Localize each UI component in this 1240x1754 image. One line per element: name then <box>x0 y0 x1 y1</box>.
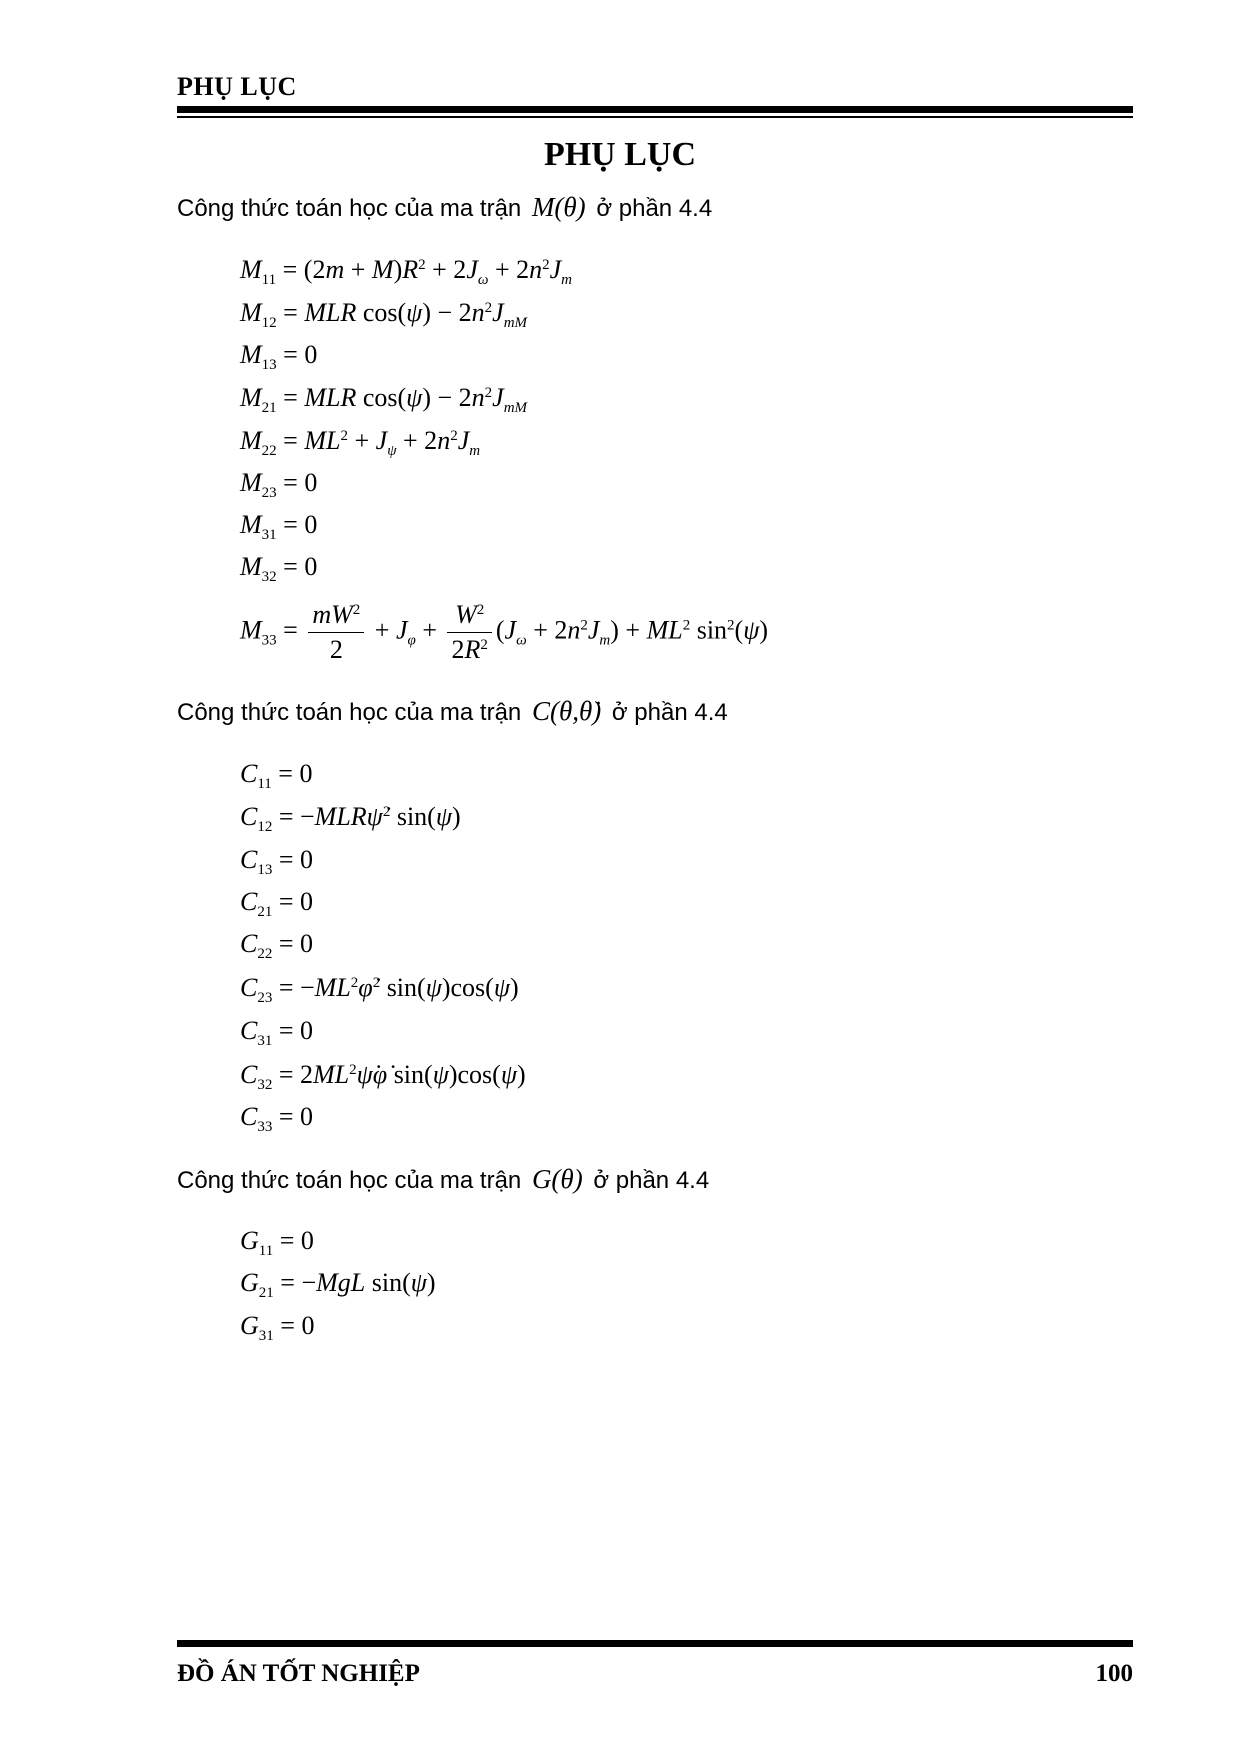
page-number: 100 <box>1095 1660 1133 1687</box>
intro-math: M(θ) <box>531 192 586 222</box>
equation-g11: $G_{11} = 0$ <box>240 1226 314 1259</box>
intro-suffix: ở phần 4.4 <box>611 699 728 726</box>
intro-suffix: ở phần 4.4 <box>593 1167 710 1194</box>
section-intro-m <box>177 192 712 223</box>
intro-math: C(θ,θ̇) <box>531 696 602 726</box>
intro-suffix: ở phần 4.4 <box>596 195 713 222</box>
section-intro-g <box>177 1164 709 1195</box>
equation-m21: $M_{21}$ = MLR $\cos(\psi) - 2n^2J_{mM}$ <box>240 383 528 416</box>
equation-c22: $C_{22} = 0$ <box>240 929 314 962</box>
intro-text: Công thức toán học của ma trận <box>177 195 522 222</box>
footer-rule-thick <box>177 1640 1133 1647</box>
equation-c21: $C_{21} = 0$ <box>240 887 314 920</box>
equation-m12: $M_{12}$ = MLR $\cos(\psi) - 2n^2J_{mM}$ <box>240 298 528 331</box>
equation-c11: $C_{11} = 0$ <box>240 759 313 792</box>
header-rule-thin <box>177 116 1133 118</box>
equation-m23: $M_{23} = 0$ <box>240 468 318 501</box>
equation-g31: $G_{31} = 0$ <box>240 1311 315 1344</box>
footer-title: ĐỒ ÁN TỐT NGHIỆP <box>177 1660 420 1687</box>
equation-c13: $C_{13} = 0$ <box>240 845 314 878</box>
header-rule-thick <box>177 106 1133 113</box>
equation-c33: $C_{33} = 0$ <box>240 1102 314 1135</box>
equation-m22: $M_{22} = ML^2 + J_\psi + 2n^2J_m$ <box>240 426 481 459</box>
section-intro-c <box>177 696 728 727</box>
equation-g21: $G_{21} = -MgL$ sin(ψ) <box>240 1268 436 1301</box>
intro-text: Công thức toán học của ma trận <box>177 1167 522 1194</box>
intro-text: Công thức toán học của ma trận <box>177 699 522 726</box>
equation-m13: $M_{13} = 0$ <box>240 340 318 373</box>
equation-m11: $M_{11} = (2m + M)R^2 + 2J_\omega + 2n^2J_m$ <box>240 255 573 288</box>
equation-c31: $C_{31} = 0$ <box>240 1016 314 1049</box>
equation-c12: $C_{12}$ = −MLRψ̇$^2$ sin(ψ) <box>240 802 461 835</box>
equation-c23: $C_{23}$ = $-ML^2\varphi̇^2$ sin(ψ)cos(ψ) <box>240 973 519 1006</box>
equation-m31: $M_{31} = 0$ <box>240 510 318 543</box>
equation-m32: $M_{32} = 0$ <box>240 552 318 585</box>
page-title: PHỤ LỤC <box>543 136 697 173</box>
running-header: PHỤ LỤC <box>177 72 297 101</box>
equation-m33: $M_{33}$ = $\frac{mW^2}{2}$ + $J_\varphi$ + $\frac{W^2}{2R^2}$ $(J_\omega + 2n^2J_m) + ML^2$ $\sin^2(\psi)$ <box>240 600 769 664</box>
equation-c32: $C_{32}$ = $2ML^2\psi̇\varphi̇$ sin(ψ)cos(ψ) <box>240 1060 526 1093</box>
intro-math: G(θ) <box>531 1164 583 1194</box>
